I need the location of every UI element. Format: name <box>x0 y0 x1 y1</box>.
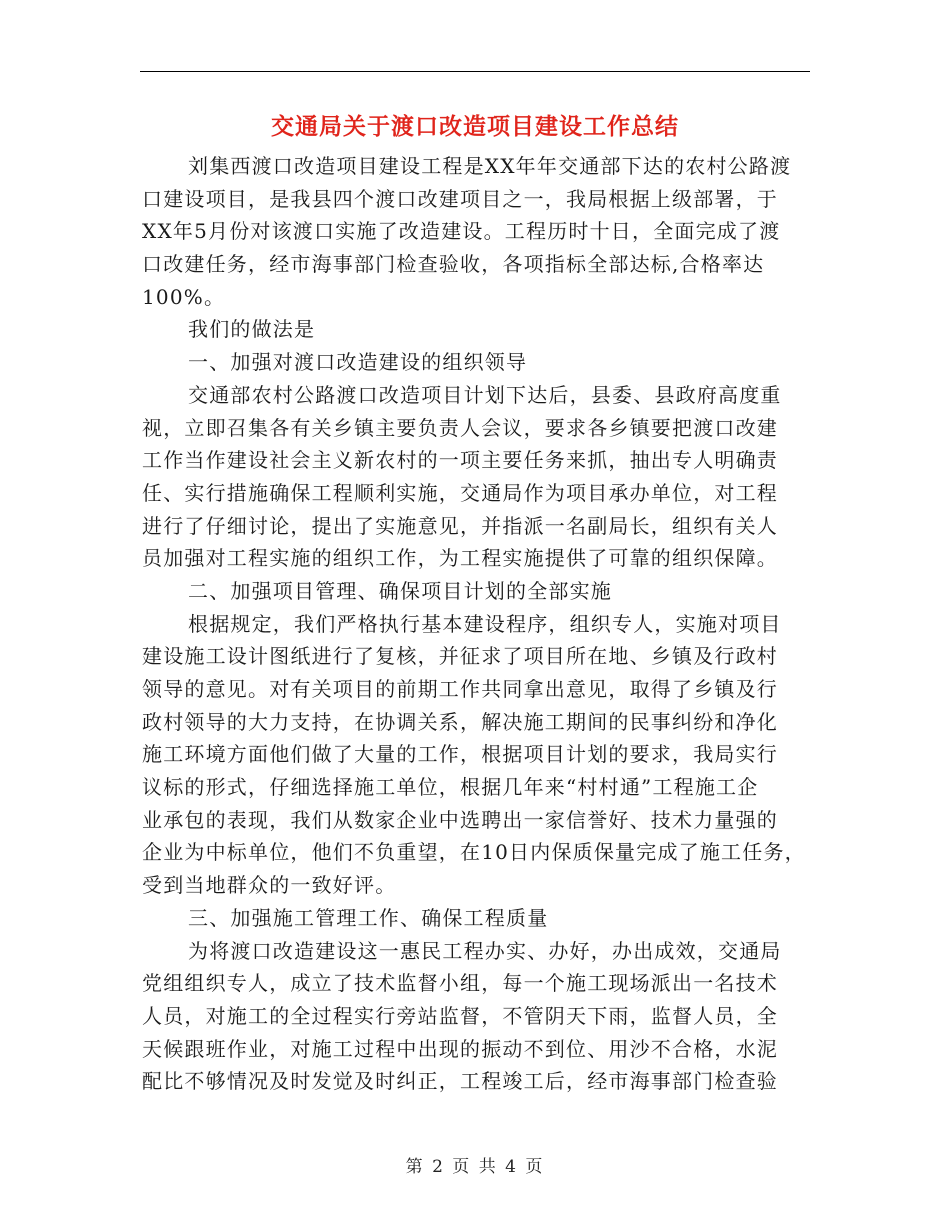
body-line: 口建设项目，是我县四个渡口改建项目之一，我局根据上级部署，于 <box>142 186 778 211</box>
body-line: 根据规定，我们严格执行基本建设程序，组织专人，实施对项目 <box>188 611 782 636</box>
body-line: 配比不够情况及时发觉及时纠正，工程竣工后，经市海事部门检查验 <box>142 1069 778 1094</box>
body-line: 二、加强项目管理、确保项目计划的全部实施 <box>188 578 612 603</box>
header-rule <box>140 71 810 72</box>
body-line: 口改建任务，经市海事部门检查验收，各项指标全部达标,合格率达 <box>142 252 765 277</box>
body-line: 人员，对施工的全过程实行旁站监督，不管阴天下雨，监督人员，全 <box>142 1003 778 1028</box>
body-line: 受到当地群众的一致好评。 <box>142 873 397 898</box>
body-line: 交通部农村公路渡口改造项目计划下达后，县委、县政府高度重 <box>188 382 782 407</box>
body-line: 天候跟班作业，对施工过程中出现的振动不到位、用沙不合格，水泥 <box>142 1036 778 1061</box>
body-line: 政村领导的大力支持，在协调关系，解决施工期间的民事纠纷和净化 <box>142 709 778 734</box>
body-line: 三、加强施工管理工作、确保工程质量 <box>188 905 549 930</box>
body-line: 100%。 <box>142 284 226 309</box>
body-line: 建设施工设计图纸进行了复核，并征求了项目所在地、乡镇及行政村 <box>142 644 778 669</box>
body-line: 议标的形式，仔细选择施工单位，根据几年来“村村通”工程施工企 <box>142 775 759 800</box>
body-line: 施工环境方面他们做了大量的工作，根据项目计划的要求，我局实行 <box>142 742 778 767</box>
document-body <box>142 150 808 1098</box>
body-line: 刘集西渡口改造项目建设工程是XX年年交通部下达的农村公路渡 <box>188 154 792 178</box>
body-line: 一、加强对渡口改造建设的组织领导 <box>188 350 528 375</box>
body-line: 党组组织专人，成立了技术监督小组，每一个施工现场派出一名技术 <box>142 971 778 996</box>
body-line: 任、实行措施确保工程顺利实施，交通局作为项目承办单位，对工程 <box>142 480 778 505</box>
body-line: 企业为中标单位，他们不负重望，在10日内保质保量完成了施工任务， <box>142 840 806 865</box>
body-line: 员加强对工程实施的组织工作，为工程实施提供了可靠的组织保障。 <box>142 546 778 571</box>
body-line: 工作当作建设社会主义新农村的一项主要任务来抓，抽出专人明确责 <box>142 448 778 473</box>
body-line: XX年5月份对该渡口实施了改造建设。工程历时十日，全面完成了渡 <box>142 219 781 244</box>
body-line: 我们的做法是 <box>188 317 316 342</box>
page-number-footer: 第 2 页 共 4 页 <box>405 1157 545 1177</box>
body-line: 进行了仔细讨论，提出了实施意见，并指派一名副局长，组织有关人 <box>142 513 778 538</box>
body-line: 视，立即召集各有关乡镇主要负责人会议，要求各乡镇要把渡口改建 <box>142 415 778 440</box>
body-line: 业承包的表现，我们从数家企业中选聘出一家信誉好、技术力量强的 <box>142 807 778 832</box>
body-line: 领导的意见。对有关项目的前期工作共同拿出意见，取得了乡镇及行 <box>142 677 778 701</box>
body-line: 为将渡口改造建设这一惠民工程办实、办好，办出成效，交通局 <box>188 938 782 963</box>
document-title: 交通局关于渡口改造项目建设工作总结 <box>271 113 679 140</box>
